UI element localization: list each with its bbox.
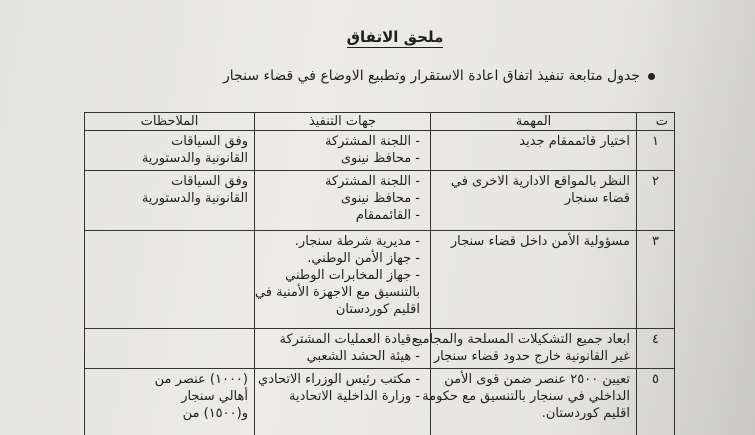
entities-cell-line: - محافظ نينوى — [340, 151, 420, 166]
notes-cell — [85, 231, 255, 329]
notes-cell — [85, 369, 255, 435]
entities-cell-line: - محافظ نينوى — [340, 191, 420, 206]
document-title-text: ملحق الاتفاق — [346, 28, 444, 46]
header-notes: الملاحظات — [85, 113, 255, 131]
header-entities: جهات التنفيذ — [255, 113, 431, 131]
header-num: ت — [637, 113, 675, 131]
task-cell-line: مسؤولية الأمن داخل قضاء سنجار — [450, 234, 630, 249]
table-row — [85, 171, 675, 231]
header-task: المهمة — [431, 113, 637, 131]
notes-cell — [85, 329, 255, 369]
entities-cell-line: بالتنسيق مع الاجهزة الأمنية في — [254, 285, 420, 300]
notes-cell-line: أهالي سنجار — [181, 389, 248, 404]
table-row — [85, 131, 675, 171]
task-cell-line: اختيار قائممقام جديد — [519, 134, 630, 149]
follow-up-table — [84, 112, 675, 435]
entities-cell-line: اقليم كوردستان — [335, 302, 420, 317]
entities-cell-line: - وزارة الداخلية الاتحادية — [289, 389, 420, 404]
task-cell-line: ابعاد جميع التشكيلات المسلحة والمجاميع — [411, 332, 630, 347]
task-cell — [431, 131, 637, 171]
notes-cell-line: و(١٥٠٠) من — [182, 406, 248, 421]
entities-cell — [255, 171, 431, 231]
entities-cell-line: - قيادة العمليات المشتركة — [279, 332, 420, 347]
notes-cell — [85, 131, 255, 171]
row-number: ٤ — [637, 329, 675, 369]
notes-cell — [85, 171, 255, 231]
task-cell — [422, 369, 637, 435]
notes-cell-line: القانونية والدستورية — [141, 191, 248, 206]
row-number: ١ — [637, 131, 675, 171]
task-cell — [431, 231, 637, 329]
entities-cell-line: - هيئة الحشد الشعبي — [306, 349, 420, 364]
entities-cell — [255, 369, 431, 435]
bullet-text: جدول متابعة تنفيذ اتفاق اعادة الاستقرار وتطبيع الاوضاع في قضاء سنجار — [223, 68, 640, 84]
table-row — [85, 329, 675, 369]
row-number: ٢ — [637, 171, 675, 231]
table-row — [85, 231, 675, 329]
entities-cell-line: - القائممقام — [355, 208, 420, 223]
entities-cell — [255, 131, 431, 171]
bullet-dot-icon — [648, 73, 655, 80]
entities-cell — [255, 329, 431, 369]
row-number: ٥ — [637, 369, 675, 435]
entities-cell-line: - اللجنة المشتركة — [324, 174, 420, 189]
task-cell-line: قضاء سنجار — [564, 191, 630, 206]
bullet-line — [223, 68, 655, 84]
task-cell — [431, 171, 637, 231]
notes-cell-line: وفق السياقات — [171, 134, 248, 149]
task-cell-line: النظر بالمواقع الادارية الاخرى في — [450, 174, 630, 189]
table-row — [85, 369, 675, 435]
entities-cell-line: - جهاز المخابرات الوطني — [285, 268, 420, 283]
entities-cell-line: - جهاز الأمن الوطني. — [307, 251, 420, 266]
row-number: ٣ — [637, 231, 675, 329]
table-header-row — [85, 113, 675, 131]
task-cell-line: الداخلي في سنجار بالتنسيق مع حكومة — [422, 389, 630, 404]
entities-cell-line: - مكتب رئيس الوزراء الاتحادي — [258, 372, 420, 387]
entities-cell-line: - مديرية شرطة سنجار. — [294, 234, 420, 249]
task-cell — [411, 329, 637, 369]
notes-cell-line: وفق السياقات — [171, 174, 248, 189]
task-cell-line: غير القانونية خارج حدود قضاء سنجار — [433, 349, 630, 364]
notes-cell-line: القانونية والدستورية — [141, 151, 248, 166]
task-cell-line: اقليم كوردستان. — [541, 406, 630, 421]
task-cell-line: تعيين ٢٥٠٠ عنصر ضمن قوى الأمن — [444, 372, 630, 387]
document-title — [0, 28, 755, 46]
notes-cell-line: (١٠٠٠) عنصر من — [154, 372, 248, 387]
entities-cell-line: - اللجنة المشتركة — [324, 134, 420, 149]
entities-cell — [255, 231, 431, 329]
